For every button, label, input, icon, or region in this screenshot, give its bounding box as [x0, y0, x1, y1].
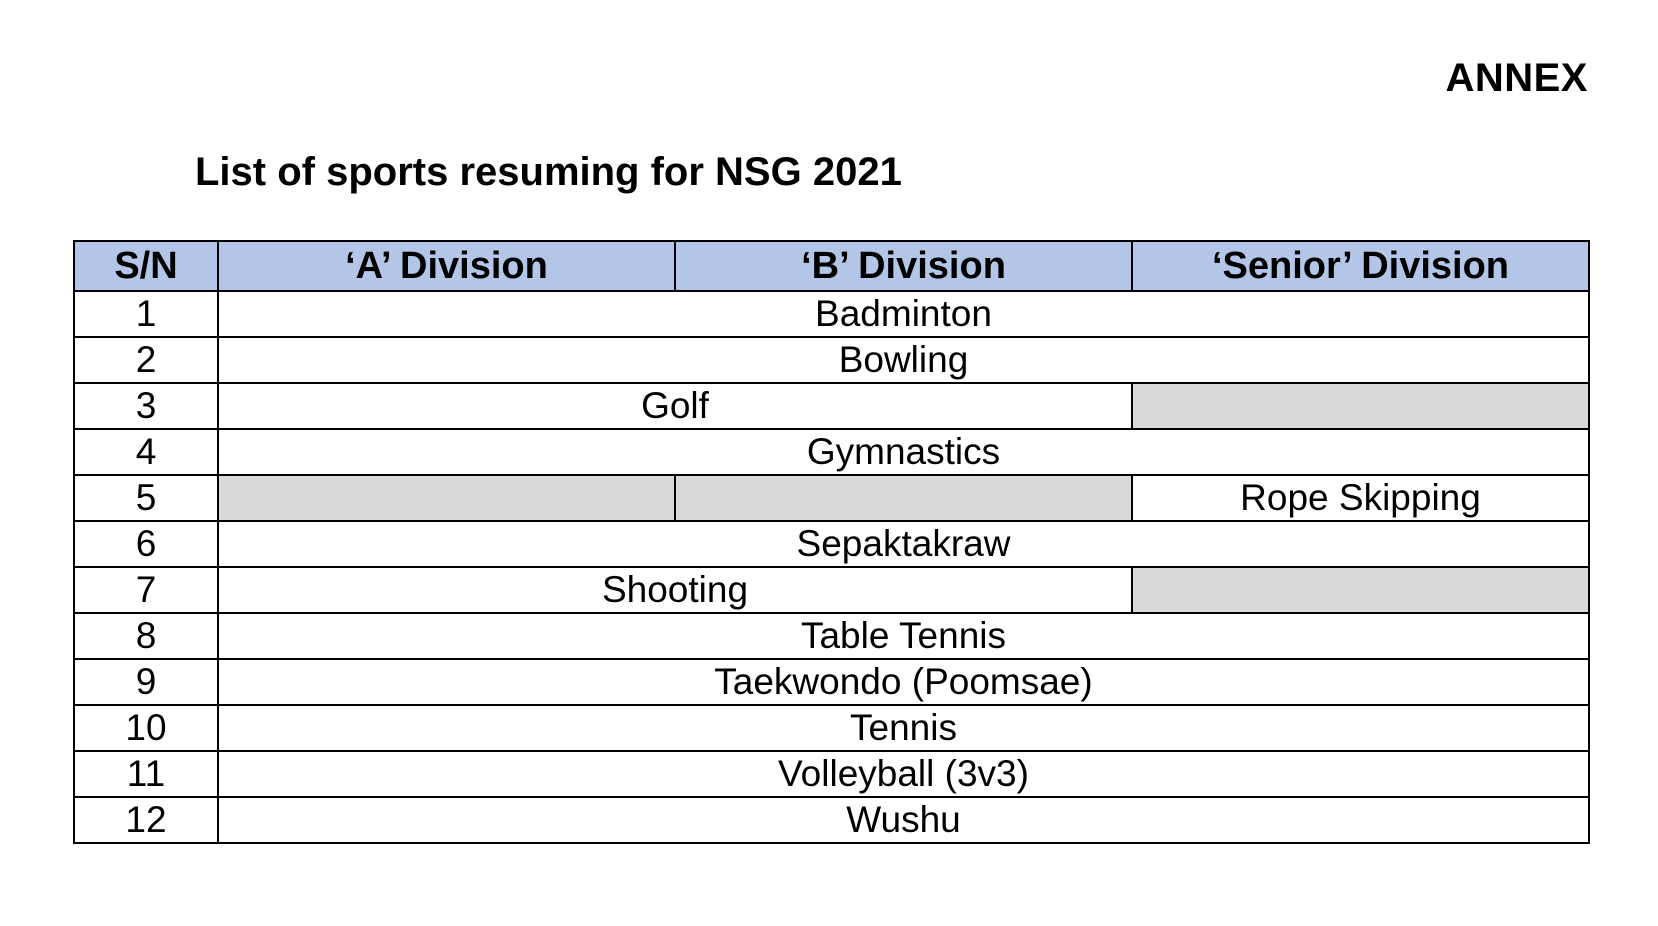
not-applicable-cell: [675, 475, 1132, 521]
not-applicable-cell: [1132, 383, 1589, 429]
table-row: [74, 429, 1589, 475]
table-row: [74, 567, 1589, 613]
sport-name: Bowling: [218, 337, 1589, 383]
table-row: [74, 337, 1589, 383]
column-header-sn: S/N: [74, 241, 218, 291]
row-number: 4: [74, 429, 218, 475]
row-number: 1: [74, 291, 218, 337]
sport-name: Sepaktakraw: [218, 521, 1589, 567]
column-header-senior-division: ‘Senior’ Division: [1132, 241, 1589, 291]
table-row: [74, 659, 1589, 705]
sport-name: Golf: [218, 383, 1132, 429]
sport-name: Rope Skipping: [1132, 475, 1589, 521]
sports-table: [73, 240, 1590, 844]
row-number: 10: [74, 705, 218, 751]
row-number: 5: [74, 475, 218, 521]
annex-label: ANNEX: [1445, 56, 1588, 100]
table-row: [74, 521, 1589, 567]
row-number: 7: [74, 567, 218, 613]
not-applicable-cell: [218, 475, 675, 521]
table-row: [74, 291, 1589, 337]
sport-name: Wushu: [218, 797, 1589, 843]
table-row: [74, 613, 1589, 659]
column-header-b-division: ‘B’ Division: [675, 241, 1132, 291]
row-number: 9: [74, 659, 218, 705]
row-number: 2: [74, 337, 218, 383]
row-number: 8: [74, 613, 218, 659]
table-row: [74, 797, 1589, 843]
sport-name: Tennis: [218, 705, 1589, 751]
document-title: List of sports resuming for NSG 2021: [195, 150, 902, 194]
table-row: [74, 383, 1589, 429]
sport-name: Gymnastics: [218, 429, 1589, 475]
not-applicable-cell: [1132, 567, 1589, 613]
table-row: [74, 475, 1589, 521]
row-number: 6: [74, 521, 218, 567]
column-header-a-division: ‘A’ Division: [218, 241, 675, 291]
row-number: 11: [74, 751, 218, 797]
sport-name: Table Tennis: [218, 613, 1589, 659]
sport-name: Badminton: [218, 291, 1589, 337]
table-header-row: [74, 241, 1589, 291]
row-number: 12: [74, 797, 218, 843]
row-number: 3: [74, 383, 218, 429]
table-row: [74, 705, 1589, 751]
sport-name: Shooting: [218, 567, 1132, 613]
sport-name: Volleyball (3v3): [218, 751, 1589, 797]
sport-name: Taekwondo (Poomsae): [218, 659, 1589, 705]
table-row: [74, 751, 1589, 797]
